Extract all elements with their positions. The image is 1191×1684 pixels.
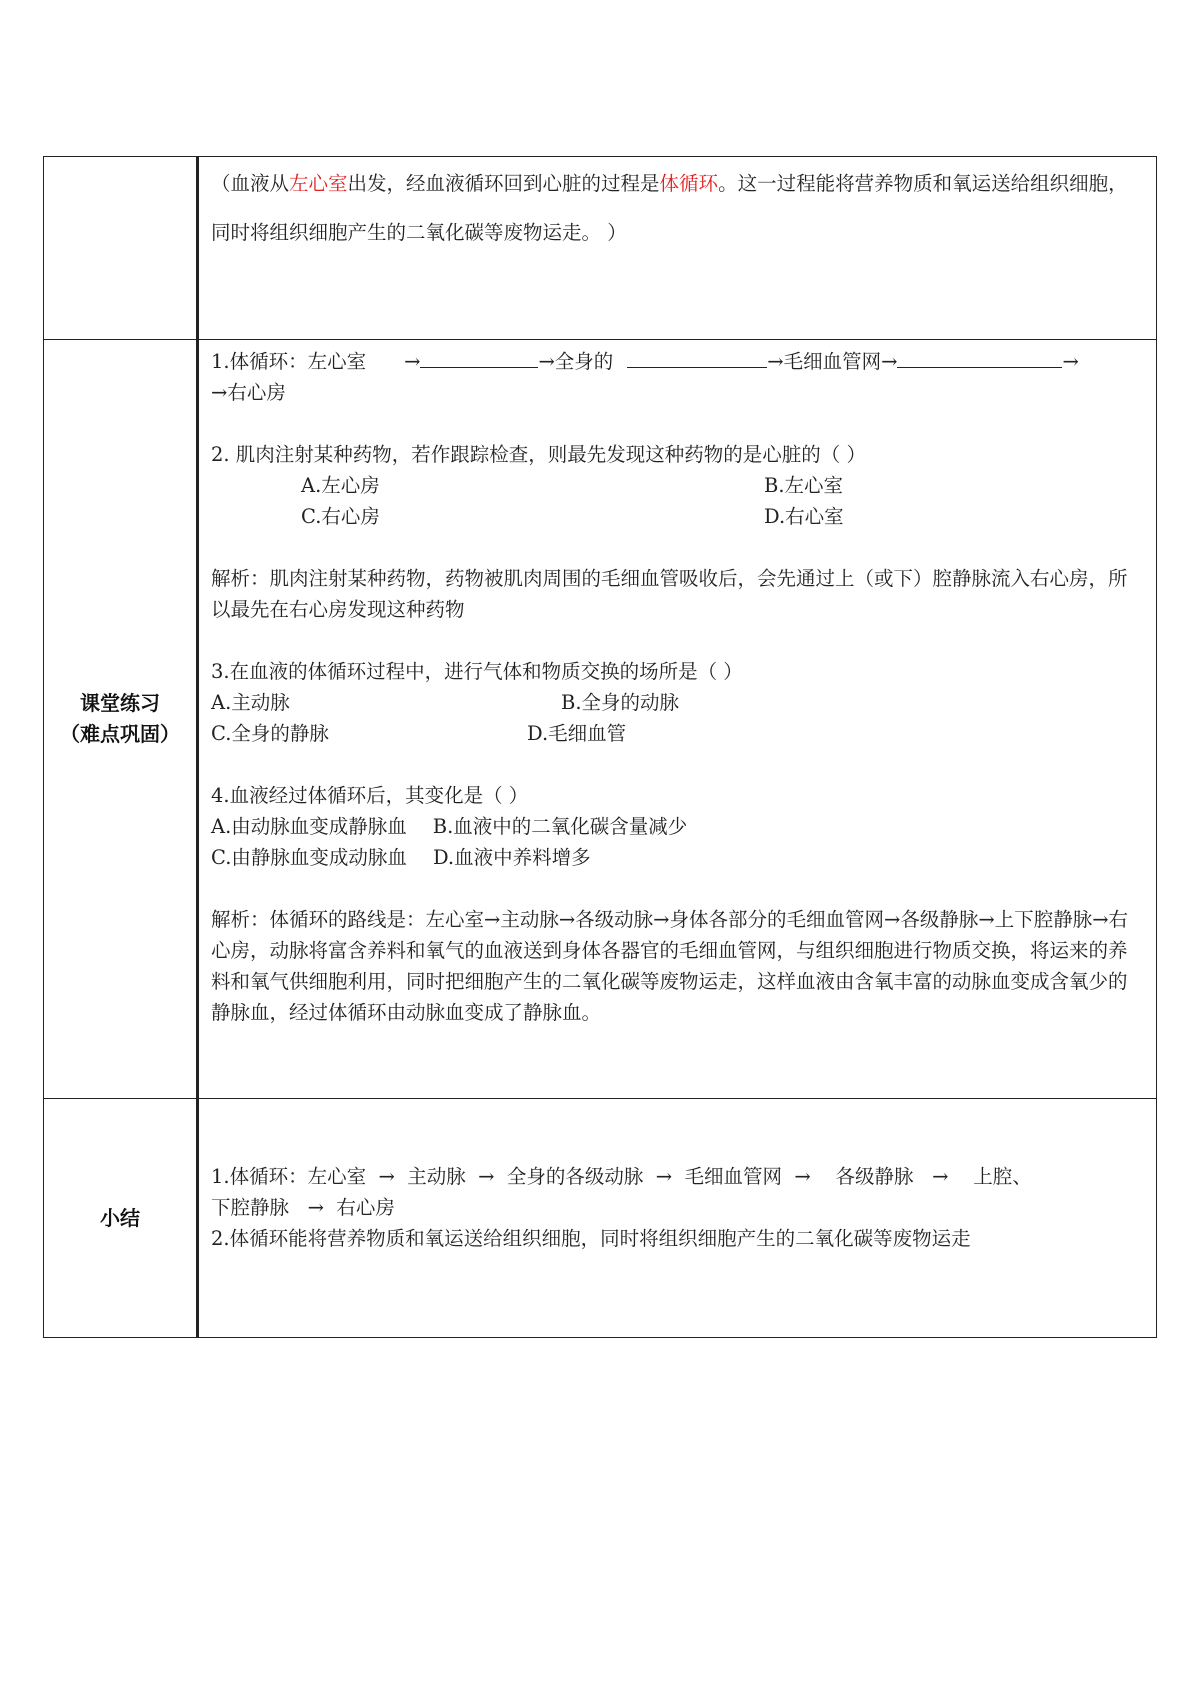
spacer — [211, 532, 1146, 563]
q1-arrow-end: → — [1062, 350, 1079, 373]
worksheet-table-wrapper — [43, 156, 1157, 1338]
q2-options-row1 — [211, 470, 1146, 501]
question-4 — [211, 780, 1146, 873]
q4-options-row1 — [211, 811, 1146, 842]
q4-option-b[interactable]: B.血液中的二氧化碳含量减少 — [432, 815, 688, 838]
intro-paragraph — [199, 157, 1156, 257]
worksheet-table — [43, 156, 1157, 1338]
q2-stem: 2. 肌肉注射某种药物，若作跟踪检查，则最先发现这种药物的是心脏的（ ） — [211, 443, 867, 466]
practice-row — [44, 340, 1157, 1099]
spacer — [211, 749, 1146, 780]
question-3 — [211, 656, 1146, 749]
summary-content — [199, 1099, 1156, 1254]
q3-option-a[interactable]: A.主动脉 — [211, 691, 290, 714]
q1-blank-3[interactable] — [897, 347, 1062, 368]
summary-row — [44, 1099, 1157, 1338]
practice-content — [199, 340, 1156, 1028]
q1-blank-2[interactable] — [627, 347, 767, 368]
summary-line3: 2.体循环能将营养物质和氧运送给组织细胞，同时将组织细胞产生的二氧化碳等废物运走 — [211, 1227, 971, 1250]
q3-option-d[interactable]: D.毛细血管 — [527, 722, 627, 745]
q2-analysis: 解析：肌肉注射某种药物，药物被肌肉周围的毛细血管吸收后，会先通过上（或下）腔静脉流入右心房，所以最先在右心房发现这种药物 — [211, 567, 1128, 621]
q1-text-capillary: →毛细血管网→ — [767, 350, 898, 373]
question-2 — [211, 439, 1146, 532]
summary-line2: 下腔静脉 → 右心房 — [211, 1196, 395, 1219]
summary-line1: 1.体循环：左心室 → 主动脉 → 全身的各级动脉 → 毛细血管网 → 各级静脉 → 上腔、 — [211, 1165, 1032, 1188]
q4-option-a[interactable]: A.由动脉血变成静脉血 — [211, 815, 407, 838]
question-1 — [211, 346, 1146, 408]
intro-row — [44, 157, 1157, 340]
q3-option-b[interactable]: B.全身的动脉 — [561, 691, 680, 714]
q2-option-c[interactable]: C.右心房 — [301, 505, 380, 528]
intro-highlight-left-ventricle: 左心室 — [289, 172, 348, 195]
summary-label-cell — [44, 1099, 198, 1338]
q4-option-c[interactable]: C.由静脉血变成动脉血 — [211, 846, 407, 869]
q3-option-c[interactable]: C.全身的静脉 — [211, 722, 329, 745]
q4-stem: 4.血液经过体循环后，其变化是（ ） — [211, 784, 529, 807]
q1-text-start: 1.体循环：左心室 — [211, 350, 367, 373]
practice-label-line2: （难点巩固） — [60, 722, 180, 746]
intro-label-cell — [44, 157, 198, 340]
intro-text-1: （血液从 — [211, 172, 290, 195]
q4-option-d[interactable]: D.血液中养料增多 — [432, 846, 591, 869]
q3-options-row1 — [211, 687, 1146, 718]
q3-stem: 3.在血液的体循环过程中，进行气体和物质交换的场所是（ ） — [211, 660, 743, 683]
practice-label — [44, 688, 196, 750]
intro-content-cell — [198, 157, 1157, 340]
q2-option-b[interactable]: B.左心室 — [764, 474, 844, 497]
q1-text-whole-body: →全身的 — [538, 350, 614, 373]
q2-option-a[interactable]: A.左心房 — [301, 474, 380, 497]
intro-text-3: 。这一过程能将营养物质和氧运送给组织细胞，同时将组织细胞产生的二氧化碳等废物运走。 ） — [211, 172, 1128, 244]
q2-options-row2 — [211, 501, 1146, 532]
q1-line2: →右心房 — [211, 381, 286, 404]
intro-highlight-systemic-circulation: 体循环 — [659, 172, 719, 195]
q4-analysis: 解析：体循环的路线是：左心室→主动脉→各级动脉→身体各部分的毛细血管网→各级静脉→上下腔静脉→右心房，动脉将富含养料和氧气的血液送到身体各器官的毛细血管网，与组织细胞进行物质交换，将运来的养料和氧气供细胞利用，同时把细胞产生的二氧化碳等废物运走，这样血液由含氧丰富的动脉血变成含氧少的静脉血，经过体循环由动脉血变成了静脉血。 — [211, 908, 1129, 1024]
q3-options-row2 — [211, 718, 1146, 749]
practice-content-cell — [198, 340, 1157, 1099]
q1-arrow: → — [404, 350, 421, 373]
q2-option-d[interactable]: D.右心室 — [764, 505, 844, 528]
q1-blank-1[interactable] — [420, 347, 538, 368]
q4-options-row2 — [211, 842, 1146, 873]
summary-content-cell — [198, 1099, 1157, 1338]
intro-text-2: 出发，经血液循环回到心脏的过程是 — [347, 172, 660, 195]
spacer — [211, 873, 1146, 904]
spacer — [211, 408, 1146, 439]
summary-label: 小结 — [100, 1205, 140, 1230]
practice-label-line1: 课堂练习 — [80, 691, 160, 715]
practice-label-cell — [44, 340, 198, 1099]
spacer — [211, 625, 1146, 656]
